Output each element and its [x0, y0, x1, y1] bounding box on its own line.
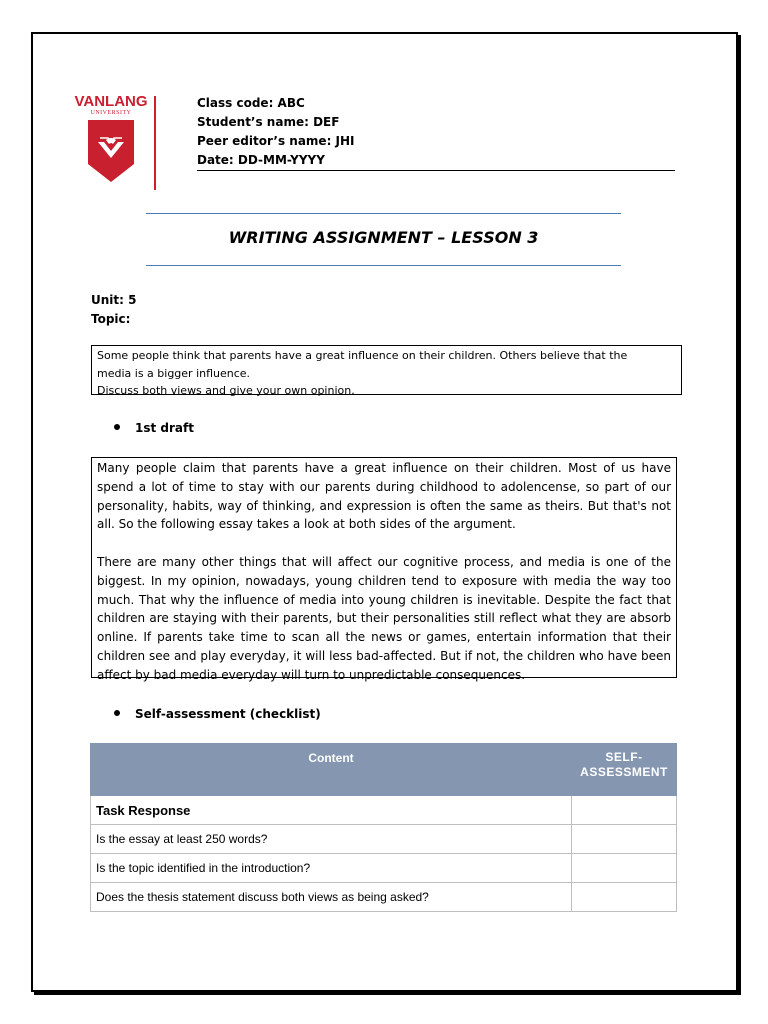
class-code: Class code: ABC: [197, 96, 305, 110]
table-row: [91, 854, 677, 883]
header-line: SELF-: [605, 750, 643, 764]
essay-prompt: [91, 345, 682, 395]
shield-icon: [86, 118, 136, 184]
date: Date: DD-MM-YYYY: [197, 153, 325, 167]
draft-paragraph: Many people claim that parents have a great influence on their children. Most of us have spend a lot of time to stay with our parents during childhood to adolencense, so part of our personality, habits, way of thinking, and expression is often the same as theirs. But that's not all. So the following essay takes a look at both sides of the argument.: [97, 461, 671, 532]
page-title: WRITING ASSIGNMENT – LESSON 3: [228, 228, 539, 247]
draft-heading-label: 1st draft: [135, 421, 194, 435]
assessment-cell[interactable]: [572, 825, 677, 854]
self-assessment-column-header: [572, 744, 677, 796]
table-row: [91, 883, 677, 912]
student-info: [197, 94, 355, 170]
table-row: [91, 796, 677, 825]
criterion-cell: Is the essay at least 250 words?: [91, 825, 572, 854]
topic-label: Topic:: [91, 312, 131, 326]
title-rule-bottom: [146, 265, 621, 266]
checklist-heading: [114, 707, 321, 721]
unit-label: Unit: 5: [91, 293, 137, 307]
header-line: ASSESSMENT: [580, 765, 668, 779]
draft-paragraph: There are many other things that will affect our cognitive process, and media is one of the biggest. In my opinion, nowadays, young children tend to exposure with media the way too much. That why the influence of media into young children is inevitable. Despite the fact that children are staying with their parents, but their personalities still reflect what they are absorb online. If parents take time to scan all the news or games, entertain information that their children see and play everyday, it will less bad-affected. But if not, the children who have been affect by bad media everyday will turn to unpredictable consequences.: [97, 554, 671, 682]
content-column-header: Content: [91, 744, 572, 796]
peer-editor-name: Peer editor’s name: JHI: [197, 134, 355, 148]
table-header-row: [91, 744, 677, 796]
assessment-cell[interactable]: [572, 854, 677, 883]
assessment-cell[interactable]: [572, 883, 677, 912]
unit-topic: [91, 291, 136, 329]
bullet-icon: [114, 710, 120, 716]
prompt-line: Discuss both views and give your own opinion.: [97, 384, 355, 397]
student-name: Student’s name: DEF: [197, 115, 340, 129]
logo-wordmark: VANLANG: [74, 93, 148, 110]
logo-subtitle: UNIVERSITY: [90, 110, 132, 116]
info-underline: [197, 170, 675, 171]
prompt-line: media is a bigger influence.: [97, 366, 251, 380]
logo-divider: [154, 96, 156, 190]
table-row: [91, 825, 677, 854]
criterion-cell: Is the topic identified in the introduction?: [91, 854, 572, 883]
prompt-line: Some people think that parents have a great influence on their children. Others believe that the: [97, 349, 628, 362]
draft-text-box[interactable]: [91, 457, 677, 682]
table-section-heading: Task Response: [91, 796, 572, 825]
criterion-cell: Does the thesis statement discuss both views as being asked?: [91, 883, 572, 912]
draft-heading: [114, 421, 194, 435]
bullet-icon: [114, 424, 120, 430]
title-rule-top: [146, 213, 621, 214]
checklist-heading-label: Self-assessment (checklist): [135, 707, 321, 721]
assessment-cell[interactable]: [572, 796, 677, 825]
self-assessment-table: [90, 743, 677, 912]
